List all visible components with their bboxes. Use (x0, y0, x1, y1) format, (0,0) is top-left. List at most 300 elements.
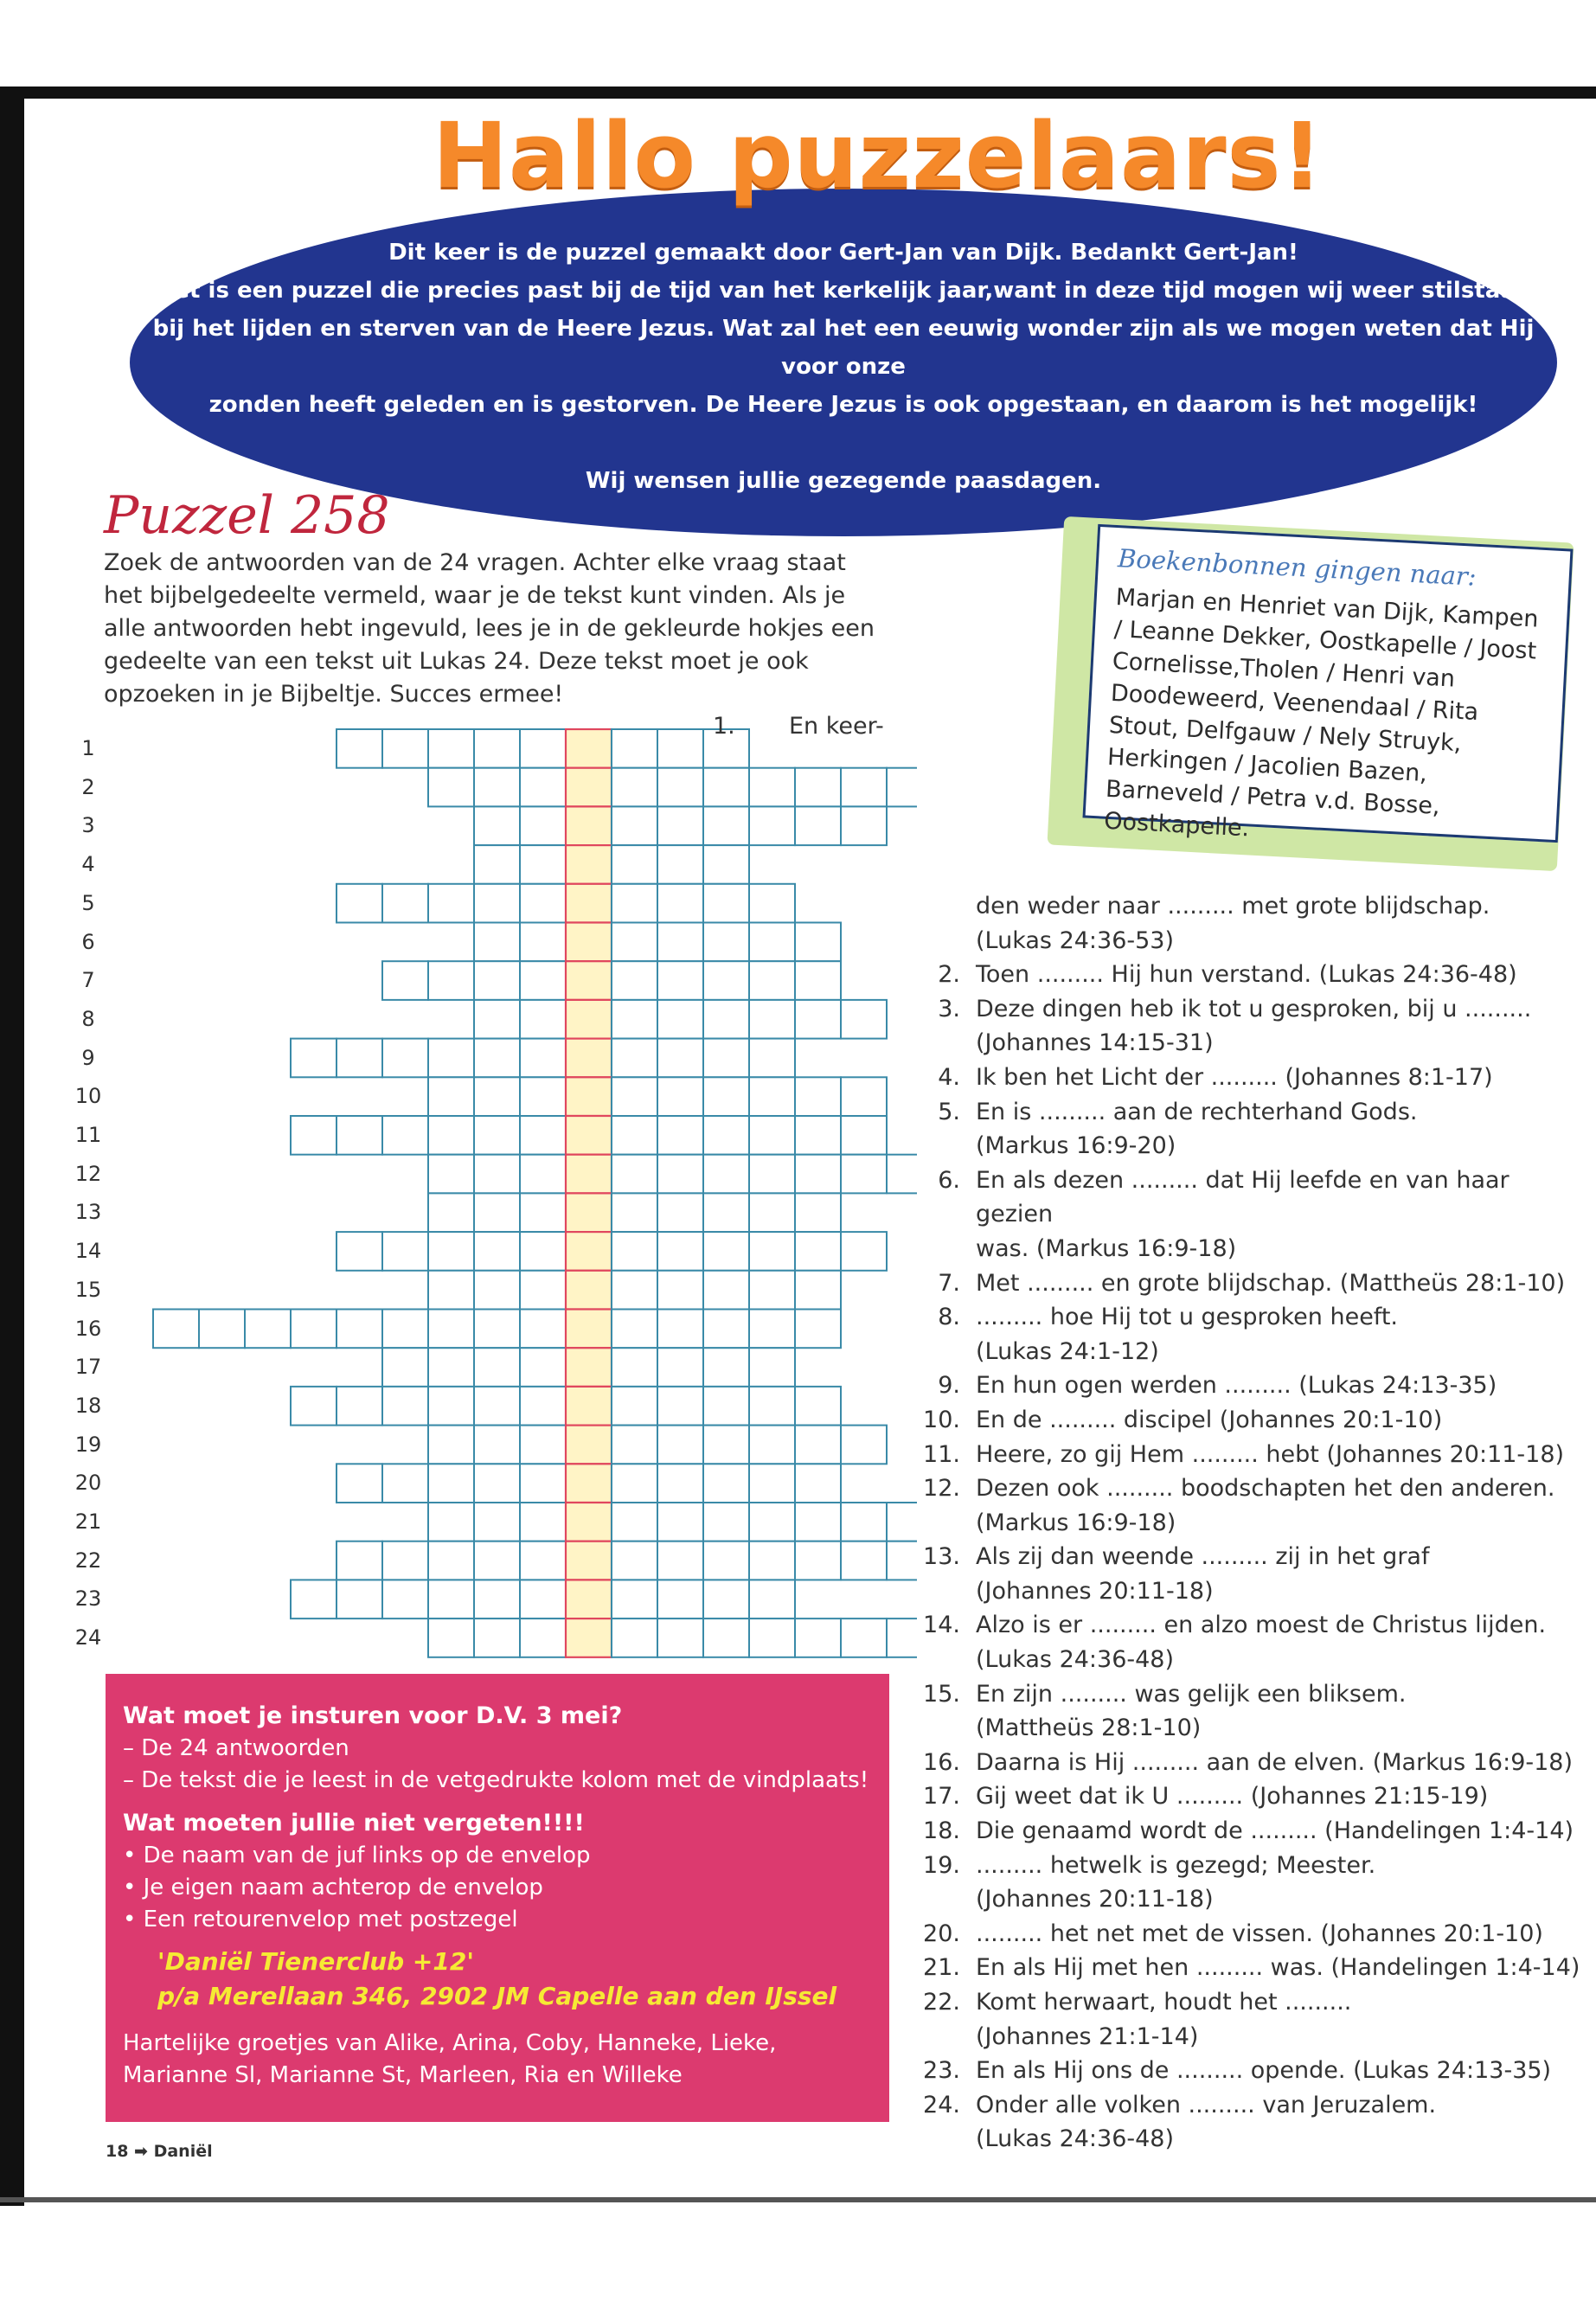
grid-cell[interactable] (749, 1271, 795, 1310)
grid-cell[interactable] (382, 884, 428, 923)
grid-cell[interactable] (703, 768, 749, 807)
grid-cell[interactable] (657, 1116, 703, 1155)
submission-heading (123, 1700, 872, 1733)
grid-cell[interactable] (841, 1077, 887, 1116)
grid-cell[interactable] (428, 768, 474, 807)
clue-number: 9. (938, 1372, 960, 1400)
grid-cell[interactable] (428, 1077, 474, 1116)
grid-cell[interactable] (657, 1464, 703, 1503)
grid-cell-colored[interactable] (566, 1464, 612, 1503)
grid-cell[interactable] (612, 1116, 657, 1155)
grid-cell[interactable] (703, 1000, 749, 1039)
grid-cell[interactable] (474, 1271, 520, 1310)
address-line-1: 'Daniël Tienerclub +12' (157, 1947, 474, 1976)
grid-cell[interactable] (749, 1155, 795, 1194)
grid-cell[interactable] (703, 1503, 749, 1541)
grid-cell[interactable] (841, 1116, 887, 1155)
clue-item (917, 958, 1583, 992)
clue-number: 20. (923, 1920, 960, 1947)
clue-item (917, 1985, 1583, 2020)
grid-cell-colored[interactable] (566, 961, 612, 1000)
grid-cell[interactable] (749, 961, 795, 1000)
grid-cell[interactable] (291, 1116, 337, 1155)
grid-cell[interactable] (657, 1000, 703, 1039)
grid-cell[interactable] (199, 1310, 245, 1349)
grid-cell[interactable] (841, 1000, 887, 1039)
grid-cell[interactable] (657, 1271, 703, 1310)
grid-cell[interactable] (612, 1155, 657, 1194)
grid-cell[interactable] (382, 1039, 428, 1078)
grid-cell[interactable] (749, 1503, 795, 1541)
grid-cell[interactable] (428, 1271, 474, 1310)
grid-cell[interactable] (382, 1116, 428, 1155)
grid-cell[interactable] (795, 1426, 841, 1465)
grid-cell-colored[interactable] (566, 1271, 612, 1310)
grid-cell[interactable] (703, 845, 749, 884)
grid-cell[interactable] (520, 768, 566, 807)
grid-cell[interactable] (703, 1618, 749, 1657)
grid-cell[interactable] (337, 1541, 382, 1580)
grid-cell[interactable] (612, 729, 657, 768)
grid-cell[interactable] (657, 1387, 703, 1426)
clue-number: 2. (938, 961, 960, 989)
crossword-grid (0, 0, 917, 1661)
grid-cell[interactable] (749, 1464, 795, 1503)
row-number: 23 (74, 1586, 102, 1612)
grid-cell[interactable] (612, 845, 657, 884)
grid-cell[interactable] (337, 1116, 382, 1155)
grid-cell[interactable] (428, 1193, 474, 1232)
grid-cell[interactable] (474, 1232, 520, 1271)
grid-cell-colored[interactable] (566, 729, 612, 768)
grid-cell[interactable] (428, 1387, 474, 1426)
grid-cell[interactable] (520, 1426, 566, 1465)
grid-cell[interactable] (703, 961, 749, 1000)
grid-cell[interactable] (703, 923, 749, 962)
grid-cell[interactable] (749, 1426, 795, 1465)
clue-number: 24. (923, 2091, 960, 2118)
grid-cell[interactable] (657, 884, 703, 923)
grid-cell-colored[interactable] (566, 1387, 612, 1426)
grid-cell-colored[interactable] (566, 1541, 612, 1580)
grid-cell[interactable] (382, 961, 428, 1000)
clue-text: En als Hij met hen ......... was. (Handelingen 1:4-14) (976, 1954, 1580, 1982)
grid-cell[interactable] (474, 845, 520, 884)
clue-item (917, 1779, 1583, 1814)
grid-cell[interactable] (337, 1387, 382, 1426)
grid-cell[interactable] (428, 1541, 474, 1580)
grid-cell[interactable] (474, 961, 520, 1000)
grid-cell[interactable] (428, 1618, 474, 1657)
row-number: 7 (81, 968, 95, 993)
clue-text: (Markus 16:9-20) (976, 1132, 1176, 1160)
clue-item (917, 2054, 1583, 2088)
grid-cell[interactable] (795, 1232, 841, 1271)
book-vouchers-box (1082, 524, 1573, 843)
grid-cell[interactable] (795, 923, 841, 962)
grid-cell[interactable] (841, 1541, 887, 1580)
clue-number: 23. (923, 2057, 960, 2085)
grid-cell[interactable] (841, 1503, 887, 1541)
grid-cell[interactable] (382, 1348, 428, 1387)
grid-cell[interactable] (474, 1580, 520, 1618)
grid-cell[interactable] (749, 1039, 795, 1078)
grid-cell[interactable] (749, 1077, 795, 1116)
grid-cell[interactable] (337, 1580, 382, 1618)
grid-cell[interactable] (657, 768, 703, 807)
grid-cell[interactable] (657, 1426, 703, 1465)
intro-line: Wij wensen jullie gezegende paasdagen. (585, 468, 1102, 494)
grid-cell[interactable] (474, 806, 520, 845)
clue-number: 19. (923, 1851, 960, 1879)
grid-cell[interactable] (520, 1271, 566, 1310)
clue-item (917, 1574, 1583, 1609)
grid-cell[interactable] (382, 1232, 428, 1271)
grid-cell[interactable] (474, 1503, 520, 1541)
grid-cell[interactable] (382, 1387, 428, 1426)
grid-cell[interactable] (795, 1618, 841, 1657)
grid-cell[interactable] (291, 1310, 337, 1349)
grid-cell[interactable] (428, 1580, 474, 1618)
clue-item (917, 1368, 1583, 1403)
grid-cell[interactable] (520, 1000, 566, 1039)
grid-cell[interactable] (749, 1541, 795, 1580)
grid-cell[interactable] (474, 1310, 520, 1349)
grid-cell[interactable] (291, 1387, 337, 1426)
grid-cell[interactable] (474, 1464, 520, 1503)
grid-cell[interactable] (795, 961, 841, 1000)
grid-cell[interactable] (657, 845, 703, 884)
grid-cell[interactable] (749, 1618, 795, 1657)
grid-cell[interactable] (337, 729, 382, 768)
grid-cell[interactable] (520, 1232, 566, 1271)
grid-cell[interactable] (474, 1193, 520, 1232)
grid-cell[interactable] (520, 923, 566, 962)
grid-cell[interactable] (428, 729, 474, 768)
grid-cell[interactable] (520, 1464, 566, 1503)
clue-text: En is ......... aan de rechterhand Gods. (976, 1098, 1418, 1125)
grid-cell[interactable] (520, 1348, 566, 1387)
grid-cell[interactable] (428, 884, 474, 923)
grid-cell[interactable] (887, 1541, 917, 1580)
grid-cell[interactable] (382, 1541, 428, 1580)
grid-cell[interactable] (520, 1503, 566, 1541)
grid-cell-colored[interactable] (566, 1193, 612, 1232)
grid-cell[interactable] (795, 1310, 841, 1349)
grid-cell[interactable] (657, 961, 703, 1000)
grid-cell[interactable] (337, 1464, 382, 1503)
grid-cell[interactable] (795, 1077, 841, 1116)
grid-cell[interactable] (382, 1464, 428, 1503)
grid-cell-colored[interactable] (566, 1310, 612, 1349)
clue-list (917, 889, 1583, 2157)
grid-cell[interactable] (749, 1580, 795, 1618)
grid-cell[interactable] (795, 1387, 841, 1426)
grid-cell[interactable] (520, 1193, 566, 1232)
grid-cell[interactable] (474, 1541, 520, 1580)
grid-cell[interactable] (749, 884, 795, 923)
reminder-item: • De naam van de juf links op de envelop (123, 1843, 591, 1868)
grid-cell[interactable] (612, 1193, 657, 1232)
grid-cell[interactable] (887, 1155, 917, 1194)
grid-cell[interactable] (657, 1232, 703, 1271)
grid-cell[interactable] (749, 1193, 795, 1232)
grid-cell[interactable] (474, 1116, 520, 1155)
grid-cell[interactable] (795, 1116, 841, 1155)
grid-cell[interactable] (520, 1039, 566, 1078)
grid-cell[interactable] (795, 1155, 841, 1194)
clue-item (917, 1849, 1583, 1883)
grid-cell[interactable] (657, 1580, 703, 1618)
grid-cell[interactable] (795, 1271, 841, 1310)
row-number: 13 (74, 1200, 102, 1225)
grid-cell[interactable] (520, 1310, 566, 1349)
grid-cell[interactable] (520, 1541, 566, 1580)
clue-text: (Lukas 24:1-12) (976, 1337, 1159, 1365)
grid-cell[interactable] (657, 1039, 703, 1078)
grid-cell[interactable] (657, 1618, 703, 1657)
grid-cell[interactable] (520, 1155, 566, 1194)
grid-cell[interactable] (703, 1464, 749, 1503)
grid-cell[interactable] (749, 806, 795, 845)
grid-cell[interactable] (887, 768, 917, 807)
grid-cell[interactable] (520, 1618, 566, 1657)
grid-cell-colored[interactable] (566, 923, 612, 962)
grid-cell[interactable] (703, 1580, 749, 1618)
clue-item (917, 992, 1583, 1027)
grid-cell[interactable] (612, 961, 657, 1000)
clue-1-start: En keer- (789, 713, 884, 740)
grid-cell-colored[interactable] (566, 806, 612, 845)
intro-line: zonden heeft geleden en is gestorven. De Heere Jezus is ook opgestaan, en daarom is het mogelijk! (208, 392, 1478, 418)
grid-cell[interactable] (428, 1503, 474, 1541)
grid-cell[interactable] (337, 884, 382, 923)
grid-cell[interactable] (795, 1464, 841, 1503)
grid-cell-colored[interactable] (566, 1618, 612, 1657)
clue-item (917, 1506, 1583, 1541)
grid-cell[interactable] (428, 961, 474, 1000)
grid-cell[interactable] (749, 1232, 795, 1271)
grid-cell[interactable] (703, 1077, 749, 1116)
grid-cell[interactable] (428, 1348, 474, 1387)
clue-item (917, 1061, 1583, 1095)
grid-cell-colored[interactable] (566, 1116, 612, 1155)
grid-cell[interactable] (612, 1580, 657, 1618)
clue-text: ......... het net met de vissen. (Johannes 20:1-10) (976, 1920, 1543, 1947)
grid-cell[interactable] (703, 1116, 749, 1155)
grid-cell[interactable] (474, 1000, 520, 1039)
grid-cell[interactable] (703, 1039, 749, 1078)
grid-cell[interactable] (428, 1155, 474, 1194)
grid-cell-colored[interactable] (566, 845, 612, 884)
grid-cell-colored[interactable] (566, 1077, 612, 1116)
grid-cell[interactable] (520, 845, 566, 884)
clue-number: 14. (923, 1612, 960, 1639)
grid-cell-colored[interactable] (566, 1000, 612, 1039)
grid-cell[interactable] (841, 1232, 887, 1271)
grid-cell[interactable] (520, 1387, 566, 1426)
grid-cell[interactable] (612, 1232, 657, 1271)
grid-cell[interactable] (703, 884, 749, 923)
grid-cell[interactable] (612, 1541, 657, 1580)
grid-cell[interactable] (428, 1039, 474, 1078)
grid-cell[interactable] (703, 1541, 749, 1580)
clue-number: 15. (923, 1680, 960, 1708)
clue-number: 12. (923, 1475, 960, 1503)
grid-cell[interactable] (703, 1155, 749, 1194)
grid-cell[interactable] (474, 1348, 520, 1387)
grid-cell[interactable] (612, 1077, 657, 1116)
grid-cell[interactable] (245, 1310, 291, 1349)
grid-cell[interactable] (703, 1271, 749, 1310)
grid-cell[interactable] (382, 729, 428, 768)
grid-cell[interactable] (612, 1618, 657, 1657)
grid-cell[interactable] (703, 1348, 749, 1387)
grid-cell[interactable] (382, 1580, 428, 1618)
grid-cell[interactable] (887, 1618, 917, 1657)
grid-cell[interactable] (703, 1426, 749, 1465)
grid-cell[interactable] (657, 1155, 703, 1194)
grid-cell[interactable] (749, 768, 795, 807)
grid-cell[interactable] (612, 806, 657, 845)
grid-cell[interactable] (474, 1387, 520, 1426)
grid-cell[interactable] (657, 1541, 703, 1580)
clue-text: Onder alle volken ......... van Jeruzalem. (976, 2091, 1437, 2118)
grid-cell[interactable] (520, 1077, 566, 1116)
grid-cell-colored[interactable] (566, 1039, 612, 1078)
grid-cell[interactable] (291, 1039, 337, 1078)
clue-text: En als dezen ......... dat Hij leefde en van haar gezien (976, 1166, 1509, 1228)
grid-cell[interactable] (474, 1155, 520, 1194)
grid-cell[interactable] (474, 1618, 520, 1657)
grid-cell[interactable] (795, 768, 841, 807)
grid-cell[interactable] (795, 1503, 841, 1541)
grid-cell[interactable] (612, 1348, 657, 1387)
grid-cell[interactable] (520, 806, 566, 845)
grid-cell-colored[interactable] (566, 768, 612, 807)
grid-cell[interactable] (749, 1387, 795, 1426)
grid-cell[interactable] (612, 1000, 657, 1039)
grid-cell[interactable] (703, 1193, 749, 1232)
clue-text: (Markus 16:9-18) (976, 1509, 1176, 1536)
grid-cell[interactable] (657, 1077, 703, 1116)
grid-cell[interactable] (612, 1039, 657, 1078)
grid-cell[interactable] (612, 884, 657, 923)
grid-cell[interactable] (657, 729, 703, 768)
grid-cell[interactable] (382, 1310, 428, 1349)
clue-text: Als zij dan weende ......... zij in het graf (976, 1543, 1430, 1571)
row-number: 10 (74, 1084, 102, 1109)
grid-cell[interactable] (841, 1426, 887, 1465)
row-number: 1 (81, 736, 95, 760)
grid-cell-colored[interactable] (566, 884, 612, 923)
grid-cell[interactable] (841, 768, 887, 807)
grid-cell[interactable] (612, 1426, 657, 1465)
grid-cell[interactable] (749, 923, 795, 962)
grid-cell[interactable] (657, 1348, 703, 1387)
grid-cell[interactable] (428, 1464, 474, 1503)
grid-cell[interactable] (428, 1426, 474, 1465)
grid-cell[interactable] (657, 806, 703, 845)
clue-number: 8. (938, 1304, 960, 1331)
grid-cell[interactable] (749, 1000, 795, 1039)
scan-edge-bottom (0, 2197, 1596, 2202)
grid-cell[interactable] (612, 1464, 657, 1503)
grid-cell[interactable] (291, 1580, 337, 1618)
grid-cell[interactable] (749, 1116, 795, 1155)
grid-cell[interactable] (795, 1541, 841, 1580)
grid-cell[interactable] (612, 1271, 657, 1310)
grid-cell[interactable] (612, 1310, 657, 1349)
grid-cell-colored[interactable] (566, 1503, 612, 1541)
clue-item (917, 1300, 1583, 1335)
grid-cell-colored[interactable] (566, 1580, 612, 1618)
grid-cell[interactable] (703, 806, 749, 845)
grid-cell-colored[interactable] (566, 1155, 612, 1194)
grid-cell-colored[interactable] (566, 1348, 612, 1387)
grid-cell[interactable] (612, 1503, 657, 1541)
grid-cell[interactable] (474, 729, 520, 768)
grid-cell[interactable] (474, 1039, 520, 1078)
grid-cell[interactable] (520, 884, 566, 923)
grid-cell[interactable] (841, 1618, 887, 1657)
grid-cell[interactable] (657, 1310, 703, 1349)
grid-cell[interactable] (428, 1310, 474, 1349)
clue-text: (Lukas 24:36-53) (976, 926, 1175, 954)
grid-cell[interactable] (428, 1232, 474, 1271)
grid-cell[interactable] (428, 1116, 474, 1155)
grid-cell[interactable] (795, 1000, 841, 1039)
grid-cell[interactable] (749, 1348, 795, 1387)
grid-cell[interactable] (795, 806, 841, 845)
grid-cell[interactable] (337, 1039, 382, 1078)
grid-cell[interactable] (612, 923, 657, 962)
grid-cell[interactable] (520, 729, 566, 768)
grid-cell[interactable] (887, 1503, 917, 1541)
grid-cell[interactable] (520, 1580, 566, 1618)
grid-cell[interactable] (841, 1155, 887, 1194)
row-number: 16 (74, 1316, 102, 1341)
grid-cell[interactable] (474, 1077, 520, 1116)
grid-cell[interactable] (703, 1387, 749, 1426)
grid-cell[interactable] (703, 1232, 749, 1271)
grid-cell[interactable] (337, 1232, 382, 1271)
grid-cell[interactable] (612, 768, 657, 807)
page-headline: Hallo puzzelaars! (433, 103, 1324, 208)
reminder-heading: Wat moeten jullie niet vergeten!!!! (123, 1810, 585, 1836)
grid-cell[interactable] (337, 1310, 382, 1349)
grid-cell[interactable] (657, 1193, 703, 1232)
grid-cell[interactable] (520, 961, 566, 1000)
clue-item (917, 1403, 1583, 1438)
grid-cell[interactable] (657, 923, 703, 962)
grid-cell[interactable] (474, 923, 520, 962)
grid-cell[interactable] (612, 1387, 657, 1426)
grid-cell-colored[interactable] (566, 1232, 612, 1271)
grid-cell[interactable] (841, 806, 887, 845)
grid-cell[interactable] (474, 884, 520, 923)
grid-cell[interactable] (795, 1193, 841, 1232)
grid-cell-colored[interactable] (566, 1426, 612, 1465)
grid-cell[interactable] (153, 1310, 199, 1349)
grid-cell[interactable] (749, 1310, 795, 1349)
grid-cell[interactable] (657, 1503, 703, 1541)
grid-cell[interactable] (474, 768, 520, 807)
grid-cell[interactable] (474, 1426, 520, 1465)
clue-text: (Lukas 24:36-48) (976, 1646, 1175, 1674)
grid-cell[interactable] (703, 1310, 749, 1349)
grid-cell[interactable] (520, 1116, 566, 1155)
